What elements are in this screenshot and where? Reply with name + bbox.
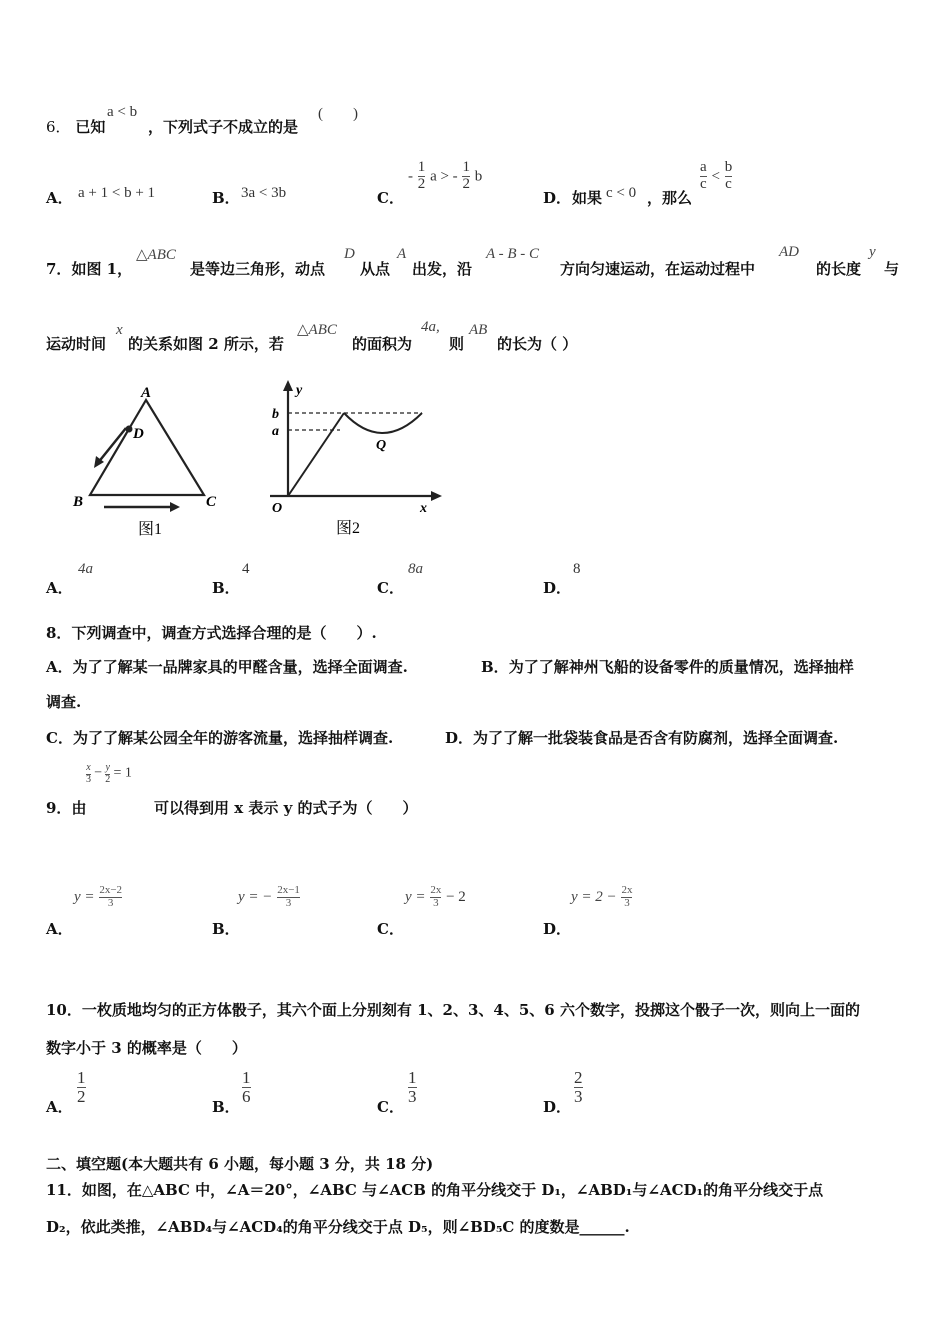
q8-option-d: D．为了了解一批袋装食品是否含有防腐剂，选择全面调查. xyxy=(445,729,839,747)
q9-equation: $\frac{x}{3}$ − $\frac{y}{2}$ = 1 xyxy=(86,762,132,785)
q7-option-b-label: B． xyxy=(212,579,240,597)
q7-line2-b: 的关系如图 2 所示，若 xyxy=(128,335,284,353)
fig2-line-rise xyxy=(288,413,344,496)
q7-line2-a: 运动时间 xyxy=(46,335,107,353)
q6-option-b-label: B． xyxy=(212,189,240,207)
q6-c-sign: - xyxy=(408,168,413,185)
q7-number: 7． xyxy=(46,260,72,278)
q8-option-b: B．为了了解神州飞船的设备零件的质量情况，选择抽样 xyxy=(481,658,854,676)
q7-text-3: 出发，沿 xyxy=(412,260,473,278)
q11-line-2: D₂，依此类推，∠ABD₄与∠ACD₄的角平分线交于点 D₅，则∠BD₅C 的度数是______. xyxy=(46,1218,630,1236)
q7-option-b-value: 4 xyxy=(242,561,250,577)
section-2-title: 二、填空题(本大题共有 6 小题，每小题 3 分，共 18 分) xyxy=(46,1155,434,1173)
q6-text-pre: 已知 xyxy=(75,118,106,136)
q7-figure-1 xyxy=(66,380,236,540)
q7-option-a-value: 4a xyxy=(78,561,93,577)
q6-option-d-cond: c < 0 xyxy=(606,185,637,201)
fig2-label-y: y xyxy=(296,383,303,398)
q10-option-d-label: D． xyxy=(543,1098,572,1116)
q10-option-b-fraction: 1 6 xyxy=(242,1068,251,1106)
q8-option-a: A．为了了解某一品牌家具的甲醛含量，选择全面调查. xyxy=(46,658,408,676)
q6-option-c-expression xyxy=(408,160,482,193)
fig2-y-arrow xyxy=(283,380,293,391)
q6-condition: a < b xyxy=(107,104,138,120)
q10-option-c-fraction: 1 3 xyxy=(408,1068,417,1106)
q6-option-c-label: C． xyxy=(377,189,404,207)
fig2-caption: 图2 xyxy=(336,520,361,537)
q7-var-x: x xyxy=(116,322,123,338)
q10-option-b-label: B． xyxy=(212,1098,240,1116)
triangle-abc-shape xyxy=(90,400,204,495)
fig1-label-a: A xyxy=(141,385,152,401)
fig1-caption: 图1 xyxy=(138,521,163,538)
q6-option-b-text: 3a < 3b xyxy=(241,185,287,201)
q10-stem-line-1: 10．一枚质地均匀的正方体骰子，其六个面上分别刻有 1、2、3、4、5、6 六个数字，投掷这个骰子一次，则向上一面的 xyxy=(46,1001,860,1019)
fig1-label-d: D xyxy=(133,426,144,442)
q9-stem-post: 可以得到用 x 表示 y 的式子为（ ） xyxy=(154,799,418,817)
q9-option-a-label: A． xyxy=(46,920,73,938)
q7-option-c-label: C． xyxy=(377,579,404,597)
q7-stem-start xyxy=(46,258,132,279)
q7-point-d: D xyxy=(344,246,355,262)
q7-option-d-value: 8 xyxy=(573,561,581,577)
q7-option-a-label: A． xyxy=(46,579,73,597)
q9-stem-pre: 9．由 xyxy=(46,799,87,817)
q7-text-4: 方向匀速运动，在运动过程中 xyxy=(560,260,756,278)
q7-text-5: 的长度 xyxy=(816,260,862,278)
q7-point-a: A xyxy=(397,246,407,262)
q6-number: 6． xyxy=(46,118,71,136)
q6-option-d-mid: ，那么 xyxy=(647,189,693,207)
q6-c-fraction-2: $\frac{1}{2}$ xyxy=(462,159,470,192)
q8-option-b-continued: 调查. xyxy=(46,693,82,711)
q10-option-a-fraction: 1 2 xyxy=(77,1068,86,1106)
q6-option-d-label: D． xyxy=(543,189,572,207)
q6-option-a-label: A． xyxy=(46,189,73,207)
q6-c-fraction-1: $\frac{1}{2}$ xyxy=(417,159,426,192)
q6-c-middle: a > - xyxy=(430,168,458,185)
q7-segment-ab: AB xyxy=(469,322,488,338)
q7-text-1: 是等边三角形，动点 xyxy=(190,260,326,278)
arrow-right-head xyxy=(170,502,180,512)
q7-option-d-label: D． xyxy=(543,579,572,597)
q9-option-b-label: B． xyxy=(212,920,240,938)
q6-option-d-inequality: $\frac{a}{c}$ < $\frac{b}{c}$ xyxy=(700,159,733,192)
fig2-x-arrow xyxy=(431,491,442,501)
fig1-label-c: C xyxy=(206,494,217,510)
q9-option-c-formula: y = $\frac{2x}{3}$ − 2 xyxy=(405,884,466,909)
q7-triangle-abc-2: △ABC xyxy=(297,322,337,338)
q10-option-a-label: A． xyxy=(46,1098,73,1116)
q6-d-fraction-a: $\frac{a}{c}$ xyxy=(700,159,707,192)
q7-text-2: 从点 xyxy=(360,260,391,278)
q7-line2-d: 则 xyxy=(449,335,465,353)
q8-stem: 8．下列调查中，调查方式选择合理的是（ ）. xyxy=(46,624,377,642)
q6-option-a-text: a + 1 < b + 1 xyxy=(78,185,156,201)
q7-area: 4a, xyxy=(421,319,440,335)
fig1-label-b: B xyxy=(73,494,84,510)
q9-option-c-label: C． xyxy=(377,920,404,938)
q10-option-c-label: C． xyxy=(377,1098,404,1116)
q7-text-6: 与 xyxy=(884,260,900,278)
q7-line2-c: 的面积为 xyxy=(352,335,413,353)
q7-path: A - B - C xyxy=(486,246,540,262)
q7-var-y: y xyxy=(869,244,876,260)
fig2-label-o: O xyxy=(272,501,283,516)
q10-option-d-fraction: 2 3 xyxy=(574,1068,583,1106)
q9-option-d-formula: y = 2 − $\frac{2x}{3}$ xyxy=(571,884,633,909)
q7-pre: 如图 1， xyxy=(71,260,133,278)
q9-option-d-label: D． xyxy=(543,920,572,938)
q6-answer-bracket: ( ) xyxy=(318,106,358,122)
fig2-label-x: x xyxy=(420,501,427,516)
fig2-curve xyxy=(344,413,422,433)
q9-option-a-formula: y = $\frac{2x-2}{3}$ xyxy=(74,884,123,909)
q10-stem-line-2: 数字小于 3 的概率是（ ） xyxy=(46,1039,247,1057)
q7-figure-2 xyxy=(262,378,452,540)
q7-triangle-abc: △ABC xyxy=(136,247,176,263)
q7-option-c-value: 8a xyxy=(408,561,423,577)
fig2-label-a: a xyxy=(272,424,279,439)
q6-text-post: ，下列式子不成立的是 xyxy=(148,118,299,136)
q11-line-1: 11．如图，在△ABC 中，∠A＝20°，∠ABC 与∠ACB 的角平分线交于 D₁，∠ABD₁与∠ACD₁的角平分线交于点 xyxy=(46,1181,824,1199)
q9-option-b-formula: y = − $\frac{2x-1}{3}$ xyxy=(238,884,300,909)
q8-option-c: C．为了了解某公园全年的游客流量，选择抽样调查. xyxy=(46,729,394,747)
q7-segment-ad: AD xyxy=(779,244,799,260)
fig2-label-q: Q xyxy=(376,438,387,453)
q6-d-fraction-b: $\frac{b}{c}$ xyxy=(724,159,733,192)
fig2-label-b: b xyxy=(272,407,279,422)
q6-stem xyxy=(46,116,105,137)
q7-line2-e: 的长为（ ） xyxy=(497,335,578,353)
q6-c-tail: b xyxy=(474,168,483,185)
q6-option-d-pre: 如果 xyxy=(572,189,603,207)
